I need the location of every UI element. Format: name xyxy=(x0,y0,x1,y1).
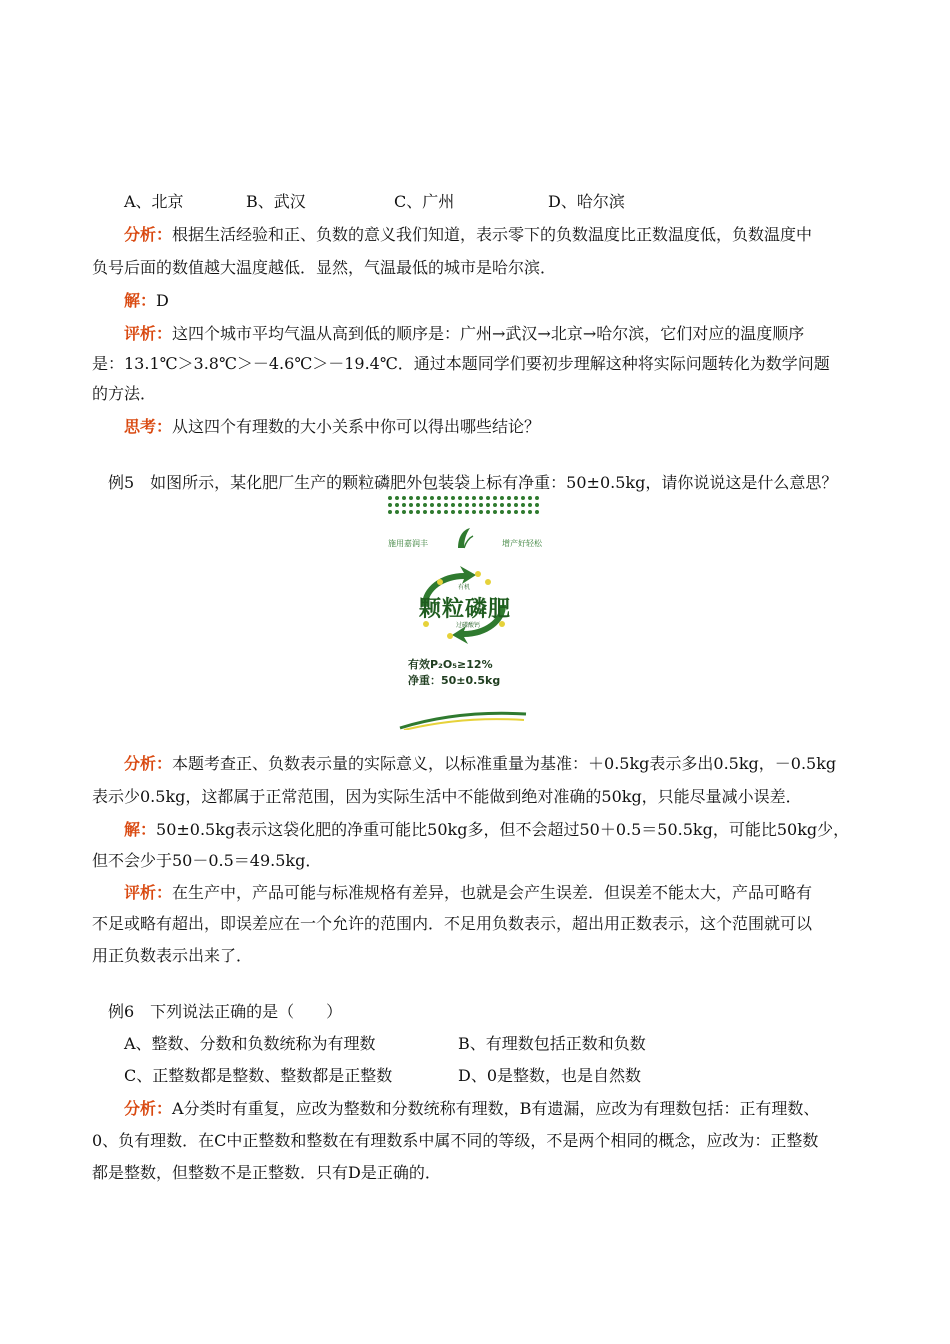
ex5-comment-text-1: 在生产中，产品可能与标准规格有差异，也就是会产生误差．但误差不能太大，产品可略有 xyxy=(172,883,813,902)
ex6-analysis-line-3: 都是整数，但整数不是正整数．只有D是正确的． xyxy=(92,1163,441,1182)
analysis-label: 分析： xyxy=(124,225,173,244)
answer-label: 解： xyxy=(124,820,157,839)
analysis-label: 分析： xyxy=(124,1099,173,1118)
bag-dot xyxy=(514,503,518,507)
bag-dot xyxy=(444,510,448,514)
slogan-left: 施用嘉润丰 xyxy=(388,539,428,548)
bag-dot xyxy=(430,496,434,500)
ex6-question: 例6 下列说法正确的是（ ） xyxy=(108,1002,343,1021)
bag-dot xyxy=(416,510,420,514)
analysis-label: 分析： xyxy=(124,754,173,773)
bag-dot xyxy=(528,496,532,500)
bag-dot xyxy=(507,496,511,500)
ex5-analysis-line-1 xyxy=(124,752,836,776)
ex6-analysis-line-2: 0、负有理数．在C中正整数和整数在有理数系中属不同的等级，不是两个相同的概念，应改为：正整数 xyxy=(92,1131,819,1150)
bag-dot xyxy=(472,496,476,500)
bag-dot xyxy=(409,503,413,507)
bag-dot xyxy=(528,503,532,507)
bag-dot xyxy=(458,503,462,507)
fertilizer-bag-image xyxy=(388,496,542,740)
bag-dot xyxy=(500,496,504,500)
bag-dot xyxy=(444,503,448,507)
bag-dot xyxy=(388,510,392,514)
bag-dot xyxy=(493,496,497,500)
ex4-comment-line-1 xyxy=(124,322,804,346)
bag-dot xyxy=(409,510,413,514)
bag-dot xyxy=(423,510,427,514)
ex6-option-d: D、0是整数，也是自然数 xyxy=(458,1066,642,1085)
bag-slogan xyxy=(388,538,542,549)
option-b: B、武汉 xyxy=(246,192,306,211)
bag-dot xyxy=(500,503,504,507)
ex5-question: 例5 如图所示，某化肥厂生产的颗粒磷肥外包装袋上标有净重：50±0.5kg，请你说说这是什么意思？ xyxy=(108,473,838,492)
bag-dot xyxy=(521,496,525,500)
ex5-comment-line-3: 用正负数表示出来了． xyxy=(92,946,253,965)
bag-dot xyxy=(458,510,462,514)
ex4-comment-text-1: 这四个城市平均气温从高到低的顺序是：广州→武汉→北京→哈尔滨，它们对应的温度顺序 xyxy=(172,324,805,343)
bag-dot xyxy=(465,503,469,507)
bag-dot xyxy=(514,496,518,500)
bag-dot xyxy=(395,510,399,514)
bag-tag-bottom: 过磷酸钙 xyxy=(456,622,481,629)
ex5-comment-line-1 xyxy=(124,881,812,905)
option-c: C、广州 xyxy=(394,192,455,211)
ex4-analysis-line-2: 负号后面的数值越大温度越低．显然，气温最低的城市是哈尔滨． xyxy=(92,258,557,277)
ex6-option-c: C、正整数都是整数、整数都是正整数 xyxy=(124,1066,393,1085)
bag-dot xyxy=(535,510,539,514)
comment-label: 评析： xyxy=(124,883,173,902)
bag-dot xyxy=(507,503,511,507)
ex4-analysis-text-1: 根据生活经验和正、负数的意义我们知道，表示零下的负数温度比正数温度低，负数温度中 xyxy=(172,225,813,244)
bag-footer-swoosh xyxy=(398,708,528,730)
bag-dot xyxy=(395,503,399,507)
ex6-option-b: B、有理数包括正数和负数 xyxy=(458,1034,646,1053)
ex4-comment-line-3: 的方法． xyxy=(92,384,157,403)
ex5-comment-line-2: 不足或略有超出，即误差应在一个允许的范围内．不足用负数表示，超出用正数表示，这个范围就可以 xyxy=(92,914,813,933)
bag-dot xyxy=(486,503,490,507)
ex5-analysis-line-2: 表示少0.5kg，这都属于正常范围，因为实际生活中不能做到绝对准确的50kg，只能尽量减小误差． xyxy=(92,787,802,806)
bag-dot xyxy=(500,510,504,514)
ex6-analysis-line-1 xyxy=(124,1097,819,1121)
bag-dot xyxy=(486,496,490,500)
bag-dot xyxy=(521,510,525,514)
comment-label: 评析： xyxy=(124,324,173,343)
bag-dot xyxy=(472,503,476,507)
bag-weight-line: 净重：50±0.5kg xyxy=(408,674,501,687)
bag-dot xyxy=(423,503,427,507)
bag-dot xyxy=(437,503,441,507)
bag-product-name: 颗粒磷肥 xyxy=(418,597,511,622)
bag-dot xyxy=(423,496,427,500)
bag-dot xyxy=(535,503,539,507)
bag-dot xyxy=(409,496,413,500)
bag-dot xyxy=(493,510,497,514)
think-label: 思考： xyxy=(124,417,173,436)
bag-dot xyxy=(458,496,462,500)
bag-dot-pattern xyxy=(388,496,542,514)
ex6-analysis-text-1: A分类时有重复，应改为整数和分数统称有理数，B有遗漏，应改为有理数包括：正有理数、 xyxy=(172,1099,820,1118)
option-d: D、哈尔滨 xyxy=(548,192,625,211)
bag-dot xyxy=(437,496,441,500)
bag-dot xyxy=(479,503,483,507)
bag-dot xyxy=(479,496,483,500)
ex4-think xyxy=(124,415,540,439)
ex4-comment-line-2: 是：13.1℃＞3.8℃＞－4.6℃＞－19.4℃．通过本题同学们要初步理解这种将实际问题转化为数学问题 xyxy=(92,354,830,373)
ex4-answer xyxy=(124,289,169,313)
bag-dot xyxy=(521,503,525,507)
bag-dot xyxy=(430,510,434,514)
ex5-analysis-text-1: 本题考查正、负数表示量的实际意义，以标准重量为基准：＋0.5kg表示多出0.5kg，－0.5kg xyxy=(172,754,837,773)
bag-content-line: 有效P₂O₅≥12% xyxy=(408,658,493,671)
option-a: A、北京 xyxy=(124,192,184,211)
slogan-right: 增产好轻松 xyxy=(502,539,542,548)
bag-dot xyxy=(451,510,455,514)
bag-dot xyxy=(402,510,406,514)
bag-tag-top: 有机 xyxy=(458,584,471,591)
bag-dot xyxy=(402,503,406,507)
bag-dot xyxy=(430,503,434,507)
bag-dot xyxy=(388,496,392,500)
bag-dot xyxy=(465,510,469,514)
ex4-think-text: 从这四个有理数的大小关系中你可以得出哪些结论？ xyxy=(172,417,541,436)
ex6-option-a: A、整数、分数和负数统称为有理数 xyxy=(124,1034,376,1053)
bag-dot xyxy=(514,510,518,514)
bag-dot xyxy=(402,496,406,500)
bag-dot xyxy=(388,503,392,507)
bag-dot xyxy=(451,503,455,507)
bag-dot xyxy=(535,496,539,500)
bag-dot xyxy=(479,510,483,514)
bag-dot xyxy=(444,496,448,500)
ex4-answer-text: D xyxy=(156,291,169,310)
bag-dot xyxy=(472,510,476,514)
bag-dot xyxy=(486,510,490,514)
bag-dot xyxy=(528,510,532,514)
bag-dot xyxy=(416,496,420,500)
bag-dot xyxy=(395,496,399,500)
bag-dot xyxy=(437,510,441,514)
answer-label: 解： xyxy=(124,291,157,310)
bag-dot xyxy=(507,510,511,514)
bag-dot xyxy=(451,496,455,500)
ex5-answer-line-2: 但不会少于50－0.5＝49.5kg． xyxy=(92,851,322,870)
ex5-answer-text-1: 50±0.5kg表示这袋化肥的净重可能比50kg多，但不会超过50＋0.5＝50.5kg，可能比50kg少， xyxy=(156,820,850,839)
bag-dot xyxy=(493,503,497,507)
bag-dot xyxy=(465,496,469,500)
ex5-answer-line-1 xyxy=(124,818,849,842)
ex4-analysis-line-1 xyxy=(124,223,812,247)
bag-dot xyxy=(416,503,420,507)
